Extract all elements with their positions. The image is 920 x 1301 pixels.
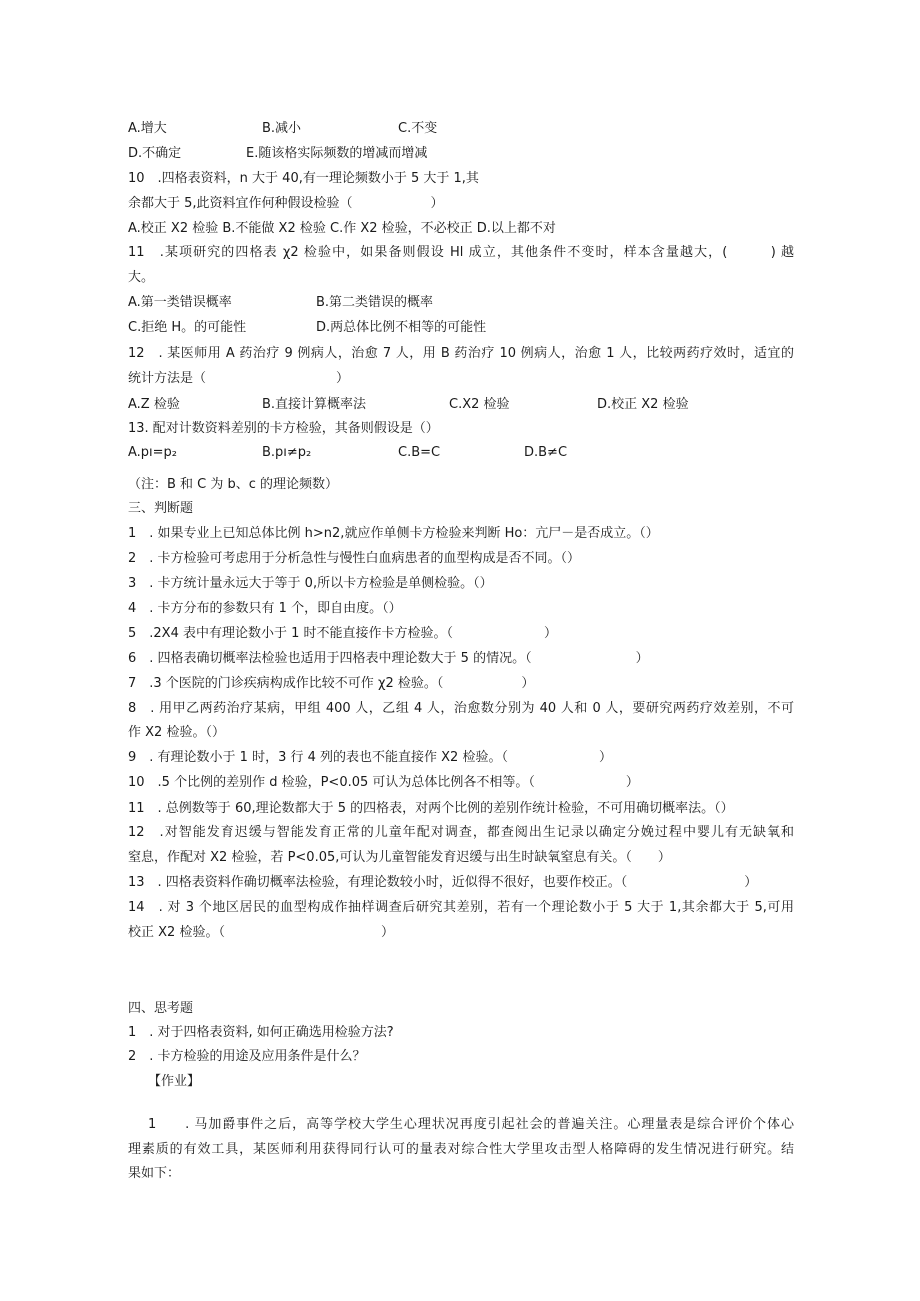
- q12-line1: 12 . 某医师用 A 药治疗 9 例病人，治愈 7 人，用 B 药治疗 10 例病人，治愈 1 人，比较两药疗效时，适宜的: [128, 346, 794, 361]
- q12-option-c: C.X2 检验: [449, 397, 510, 412]
- q10-options: A.校正 X2 检验 B.不能做 X2 检验 C.作 X2 检验，不必校正 D.以上都不对: [128, 221, 556, 236]
- q13-option-d: D.B≠C: [524, 445, 568, 460]
- homework-title: 【作业】: [148, 1074, 201, 1089]
- q13-note: （注：B 和 C 为 b、c 的理论频数）: [128, 477, 339, 492]
- judge-item-1: 1 . 如果专业上已知总体比例 h>n2,就应作单侧卡方检验来判断 Ho：亢尸－是否成立。（）: [128, 526, 659, 541]
- think-item-1: 1 . 对于四格表资料, 如何正确选用检验方法?: [128, 1025, 394, 1040]
- q12-option-a: A.Z 检验: [128, 397, 180, 412]
- homework-line1: 1 . 马加爵事件之后，高等学校大学生心理状况再度引起社会的普遍关注。心理量表是综合评价个体心: [148, 1117, 794, 1132]
- q10-line2: 余都大于 5,此资料宜作何种假设检验（ ）: [128, 196, 444, 211]
- judge-item-4: 4 . 卡方分布的参数只有 1 个，即自由度。（）: [128, 601, 402, 616]
- q12-option-b: B.直接计算概率法: [262, 397, 367, 412]
- judge-item-5: 5 .2X4 表中有理论数小于 1 时不能直接作卡方检验。（ ）: [128, 626, 558, 641]
- judge-item-11: 11 . 总例数等于 60,理论数都大于 5 的四格表，对两个比例的差别作统计检验，不可用确切概率法。（）: [128, 801, 734, 816]
- judge-item-13: 13 . 四格表资料作确切概率法检验，有理论数较小时，近似得不很好，也要作校正。（ ）: [128, 875, 758, 890]
- judge-item-14-line2: 校正 X2 检验。（ ）: [128, 925, 394, 940]
- judge-item-10: 10 .5 个比例的差别作 d 检验，P<0.05 可认为总体比例各不相等。（ ）: [128, 775, 639, 790]
- q13-option-a: A.pı=p₂: [128, 445, 178, 460]
- judge-item-8-line2: 作 X2 检验。（）: [128, 725, 225, 740]
- q11-option-d: D.两总体比例不相等的可能性: [316, 320, 487, 335]
- q12-option-d: D.校正 X2 检验: [597, 397, 689, 412]
- q13-option-b: B.pı≠p₂: [262, 445, 312, 460]
- judge-item-12-line2: 窒息，作配对 X2 检验，若 P<0.05,可认为儿童智能发育迟缓与出生时缺氧窒息有关。（ ）: [128, 850, 671, 865]
- q11-option-c: C.拒绝 H。的可能性: [128, 320, 247, 335]
- q13-text: 13. 配对计数资料差别的卡方检验，其备则假设是（）: [128, 421, 439, 436]
- q12-line2: 统计方法是（ ）: [128, 371, 350, 386]
- q11-option-b: B.第二类错误的概率: [316, 295, 434, 310]
- q13-option-c: C.B=C: [398, 445, 441, 460]
- homework-line3: 果如下：: [128, 1166, 181, 1181]
- section4-heading: 四、思考题: [128, 1001, 194, 1016]
- q11-line2: 大。: [128, 270, 155, 285]
- q9-option-d: D.不确定: [128, 146, 182, 161]
- judge-item-8-line1: 8 . 用甲乙两药治疗某病，甲组 400 人，乙组 4 人，治愈数分别为 40 人和 0 人，要研究两药疗效差别，不可: [128, 701, 794, 716]
- judge-item-9: 9 . 有理论数小于 1 时，3 行 4 列的表也不能直接作 X2 检验。（ ）: [128, 750, 612, 765]
- q9-option-a: A.增大: [128, 121, 167, 136]
- think-item-2: 2 . 卡方检验的用途及应用条件是什么？: [128, 1049, 366, 1064]
- q11-line1: 11 .某项研究的四格表 χ2 检验中，如果备则假设 Hl 成立，其他条件不变时，样本含量越大，( ) 越: [128, 245, 794, 260]
- q9-option-b: B.减小: [262, 121, 302, 136]
- judge-item-6: 6 . 四格表确切概率法检验也适用于四格表中理论数大于 5 的情况。（ ）: [128, 651, 649, 666]
- judge-item-14-line1: 14 . 对 3 个地区居民的血型构成作抽样调查后研究其差别，若有一个理论数小于 5 大于 1,其余都大于 5,可用: [128, 900, 794, 915]
- judge-item-12-line1: 12 .对智能发育迟缓与智能发育正常的儿童年配对调查，都查阅出生记录以确定分娩过程中婴儿有无缺氧和: [128, 825, 794, 840]
- judge-item-7: 7 .3 个医院的门诊疾病构成作比较不可作 χ2 检验。（ ）: [128, 676, 535, 691]
- judge-item-3: 3 . 卡方统计量永远大于等于 0,所以卡方检验是单侧检验。（）: [128, 576, 493, 591]
- judge-item-2: 2 . 卡方检验可考虑用于分析急性与慢性白血病患者的血型构成是否不同。（）: [128, 551, 581, 566]
- q9-option-c: C.不变: [398, 121, 438, 136]
- section3-heading: 三、判断题: [128, 501, 194, 516]
- homework-line2: 理素质的有效工具，某医师利用获得同行认可的量表对综合性大学里攻击型人格障碍的发生情况进行研究。结: [128, 1142, 794, 1157]
- q11-option-a: A.第一类错误概率: [128, 295, 232, 310]
- q10-line1: 10 .四格表资料，n 大于 40,有一理论频数小于 5 大于 1,其: [128, 171, 479, 186]
- q9-option-e: E.随该格实际频数的增减而增减: [246, 146, 428, 161]
